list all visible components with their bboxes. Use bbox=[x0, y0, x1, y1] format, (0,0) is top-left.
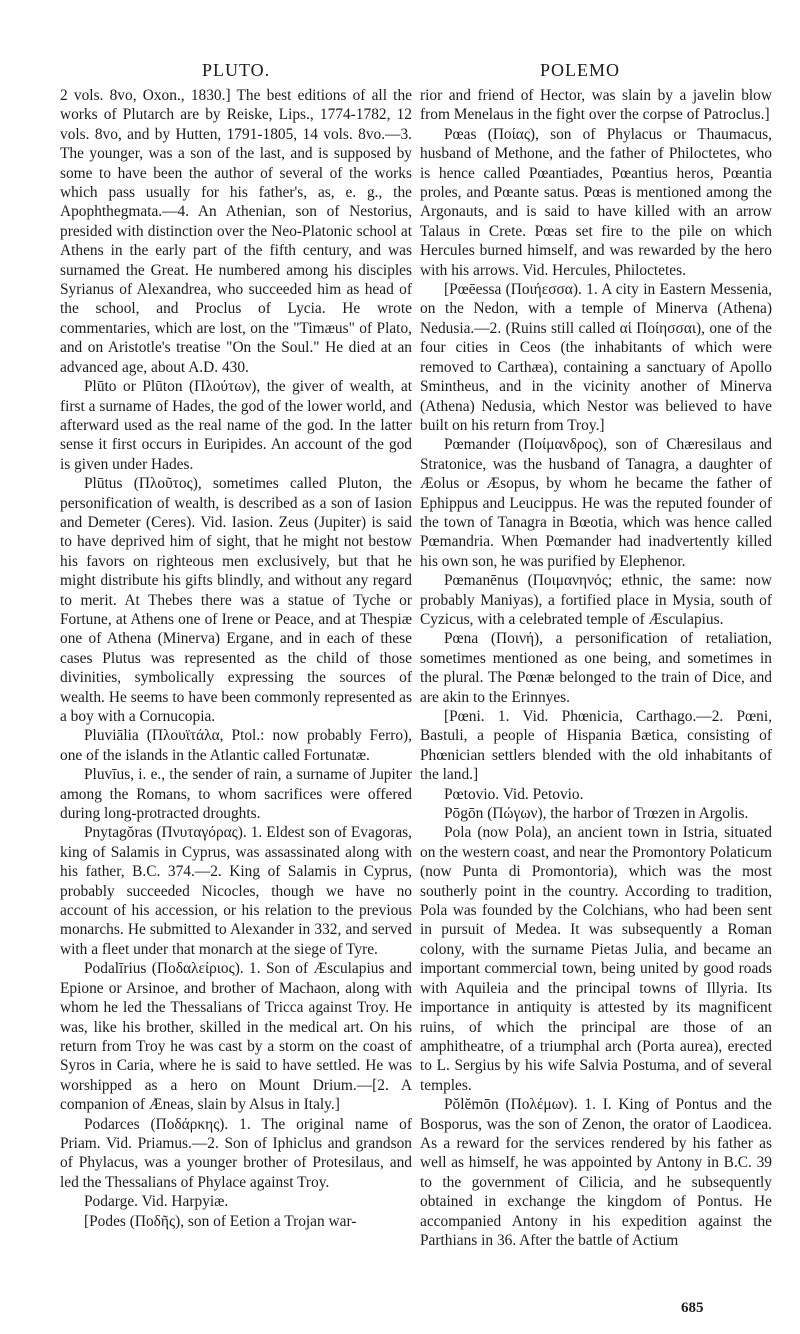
dictionary-entry: Pōgōn (Πώγων), the harbor of Trœzen in Argolis. bbox=[444, 805, 749, 823]
dictionary-entry: Pœna (Ποινή), a personification of retaliation, sometimes mentioned as one being, and sometimes in the plural. The Pœnæ belonged to the train of Dice, and are akin to the Erinnyes. bbox=[420, 630, 772, 706]
left-column bbox=[60, 86, 412, 1231]
dictionary-entry: [Podes (Ποδῆς), son of Eetion a Trojan war- bbox=[84, 1212, 357, 1230]
dictionary-entry: Podarge. Vid. Harpyiæ. bbox=[84, 1193, 229, 1211]
dictionary-entry: Pluviālia (Πλουϊτάλα, Ptol.: now probably Ferro), one of the islands in the Atlantic called Fortunatæ. bbox=[60, 727, 412, 764]
continued-paragraph: 2 vols. 8vo, Oxon., 1830.] The best editions of all the works of Plutarch are by Reiske, Lips., 1774-1782, 12 vols. 8vo, and by Hutten, 1791-1805, 14 vols. 8vo.—3. The younger, was a son of the last, and is supposed by some to have been the author of several of the works which pass usually for his father's, as, e. g., the Apophthegmata.—4. An Athenian, son of Nestorius, presided with distinction over the Neo-Platonic school at Athens in the early part of the fifth century, and was surnamed the Great. He numbered among his disciples Syrianus of Alexandrea, who succeeded him as head of the school, and Proclus of Lycia. He wrote commentaries, which are lost, on the "Timæus" of Plato, and on Aristotle's treatise "On the Soul." He died at an advanced age, about A.D. 430. bbox=[60, 87, 412, 376]
running-header-right: POLEMO bbox=[540, 60, 621, 80]
dictionary-entry: Pœmanēnus (Ποιμανηνός; ethnic, the same: now probably Maniyas), a fortified place in Mysia, south of Cyzicus, with a celebrated temple of Æsculapius. bbox=[420, 572, 772, 628]
dictionary-entry: Pluvīus, i. e., the sender of rain, a surname of Jupiter among the Romans, to whom sacrifices were offered during long-protracted droughts. bbox=[60, 766, 412, 823]
running-header-left: PLUTO. bbox=[202, 60, 271, 80]
dictionary-entry: [Pœni. 1. Vid. Phœnicia, Carthago.—2. Pœni, Bastuli, a people of Hispania Bætica, consisting of Phœnician settlers blended with the old inhabitants of the land.] bbox=[420, 708, 772, 784]
dictionary-entry: Pœas (Ποίας), son of Phylacus or Thaumacus, husband of Methone, and the father of Philoctetes, who is hence called Pœantiades, Pœantius heros, Pœantia proles, and Pœante satus. Pœas is mentioned among the Argonauts, and is said to have killed with an arrow Talaus in Crete. Pœas set fire to the pile on which Hercules burned himself, and was rewarded by the hero with his arrows. Vid. Hercules, Philoctetes. bbox=[420, 125, 772, 279]
dictionary-entry: Pŏlĕmōn (Πολέμων). 1. I. King of Pontus and the Bosporus, was the son of Zenon, the orator of Laodicea. As a reward for the services rendered by his father as well as himself, he was appointed by Antony in B.C. 39 to the government of Cilicia, and he subsequently obtained in exchange the kingdom of Pontus. He accompanied Antony in his expedition against the Parthians in 36. After the battle of Actium bbox=[420, 1096, 772, 1249]
dictionary-entry: Pœtovio. Vid. Petovio. bbox=[444, 785, 584, 803]
dictionary-entry: [Pœēessa (Ποιήεσσα). 1. A city in Eastern Messenia, on the Nedon, with a temple of Minerva (Athena) Nedusia.—2. (Ruins still called αἱ Ποίησσαι), one of the four cities in Ceos (the inhabitants of which were removed to Carthæa), containing a sanctuary of Apollo Smintheus, and in the vicinity another of Minerva (Athena) Nedusia, which Nestor was believed to have built on his return from Troy.] bbox=[420, 281, 772, 434]
dictionary-entry: Pola (now Pola), an ancient town in Istria, situated on the western coast, and near the Promontory Polaticum (now Punta di Promontoria), which was the most southerly point in the country. According to tradition, Pola was founded by the Colchians, who had been sent in pursuit of Medea. It was subsequently a Roman colony, with the surname Pietas Julia, and became an important commercial town, being united by good roads with Aquileia and the principal towns of Illyria. Its importance in antiquity is attested by its magnificent ruins, of which the principal are those of an amphitheatre, of a triumphal arch (Porta aurea), erected to L. Sergius by his wife Salvia Postuma, and of several temples. bbox=[420, 824, 772, 1094]
dictionary-entry: Pœmander (Ποίμανδρος), son of Chæresilaus and Stratonice, was the husband of Tanagra, a daughter of Æolus or Æsopus, by whom he became the father of Ephippus and Leucippus. He was the reputed founder of the town of Tanagra in Bœotia, which was hence called Pœmandria. When Pœmander had inadvertently killed his own son, he was purified by Elephenor. bbox=[420, 436, 772, 570]
dictionary-entry: Podarces (Ποδάρκης). 1. The original name of Priam. Vid. Priamus.—2. Son of Iphiclus and grandson of Phylacus, was a younger brother of Protesilaus, and led the Thessalians of Phylace against Troy. bbox=[60, 1115, 412, 1191]
continued-paragraph: rior and friend of Hector, was slain by a javelin blow from Menelaus in the fight over the corpse of Patroclus.] bbox=[420, 87, 772, 124]
page-number: 685 bbox=[681, 1300, 704, 1316]
dictionary-entry: Podalīrius (Ποδαλείριος). 1. Son of Æsculapius and Epione or Arsinoe, and brother of Machaon, along with whom he led the Thessalians of Tricca against Troy. He was, like his brother, skilled in the medical art. On his return from Troy he was cast by a storm on the coast of Syros in Caria, where he is said to have settled. He was worshipped as a hero on Mount Drium.—[2. A companion of Æneas, slain by Alsus in Italy.] bbox=[60, 960, 412, 1114]
dictionary-entry: Plūto or Plūton (Πλούτων), the giver of wealth, at first a surname of Hades, the god of the lower world, and afterward used as the real name of the god. In the latter sense it first occurs in Euripides. An account of the god is given under Hades. bbox=[60, 378, 412, 473]
right-column bbox=[420, 86, 772, 1250]
dictionary-entry: Plūtus (Πλοῦτος), sometimes called Pluton, the personification of wealth, is described as a son of Iasion and Demeter (Ceres). Vid. Iasion. Zeus (Jupiter) is said to have deprived him of sight, that he might not bestow his favors on righteous men exclusively, but that he might distribute his gifts blindly, and without any regard to merit. At Thebes there was a statue of Tyche or Fortune, at Athens one of Irene or Peace, and at Thespiæ one of Athena (Minerva) Ergane, and in each of these cases Plutus was represented as the child of those divinities, symbolically expressing the sources of wealth. He seems to have been commonly represented as a boy with a Cornucopia. bbox=[60, 475, 412, 725]
dictionary-entry: Pnytagŏras (Πνυταγόρας). 1. Eldest son of Evagoras, king of Salamis in Cyprus, was assassinated along with his father, B.C. 374.—2. King of Salamis in Cyprus, probably succeeded Nicocles, though we have no account of his accession, or his relation to the previous monarchs. He submitted to Alexander in 332, and served with a fleet under that monarch at the siege of Tyre. bbox=[60, 824, 412, 958]
